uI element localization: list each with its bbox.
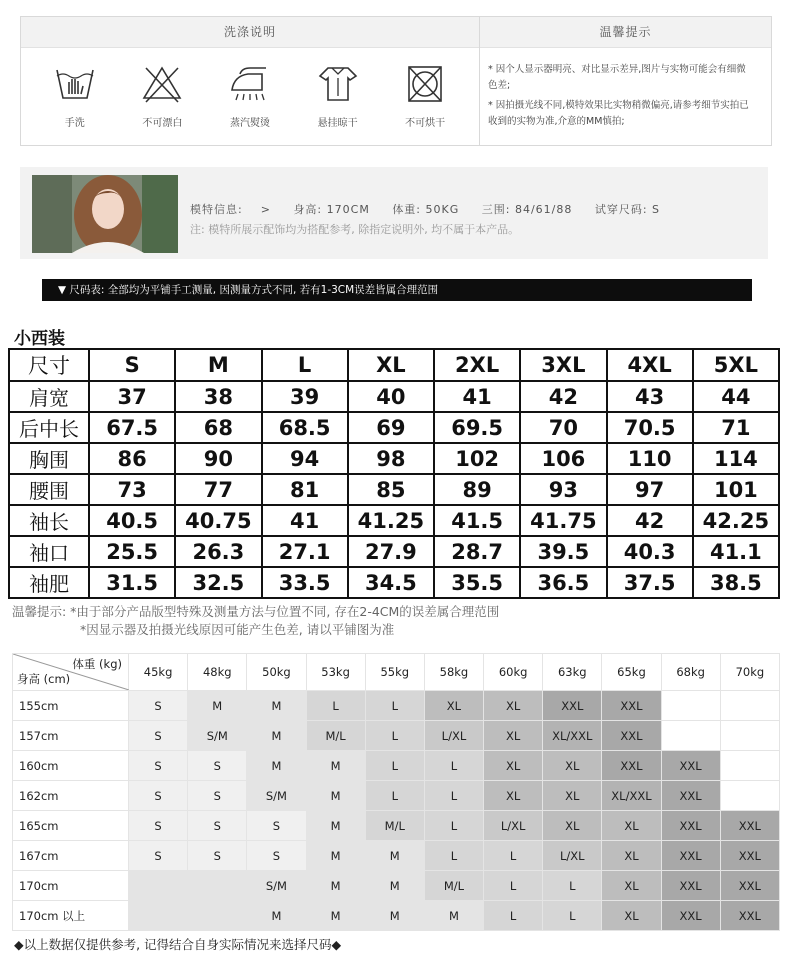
size-value: 41.1 — [693, 536, 779, 567]
height-header: 170cm — [13, 871, 129, 901]
size-value: 40 — [348, 381, 434, 412]
rec-size-cell: XXL — [661, 871, 720, 901]
weight-header: 63kg — [543, 654, 602, 691]
height-header: 170cm 以上 — [13, 901, 129, 931]
model-weight: 体重: 50KG — [392, 203, 460, 216]
size-table-title: 小西装 — [14, 329, 65, 349]
rec-size-cell — [720, 721, 779, 751]
rec-size-cell: S — [129, 751, 188, 781]
size-value: 90 — [175, 443, 261, 474]
model-label: 模特信息: — [190, 203, 243, 216]
footer-note: ◆以上数据仅提供参考, 记得结合自身实际情况来选择尺码◆ — [14, 937, 342, 952]
weight-header: 55kg — [365, 654, 424, 691]
rec-size-cell: XXL — [602, 721, 661, 751]
rec-size-cell: S — [188, 781, 247, 811]
rec-size-cell: S — [188, 811, 247, 841]
rec-size-cell: XL — [602, 841, 661, 871]
rec-size-cell: XXL — [543, 691, 602, 721]
size-value: 101 — [693, 474, 779, 505]
rec-size-cell: M — [306, 841, 365, 871]
rec-size-cell: XXL — [661, 811, 720, 841]
note-line-2: *因显示器及拍摄光线原因可能产生色差, 请以平铺图为准 — [80, 622, 395, 637]
size-value: 36.5 — [520, 567, 606, 598]
rec-size-cell: M — [365, 901, 424, 931]
size-value: 73 — [89, 474, 175, 505]
size-value: 42 — [520, 381, 606, 412]
care-item — [122, 64, 202, 129]
size-value: 27.9 — [348, 536, 434, 567]
rec-size-cell: XL — [484, 691, 543, 721]
weight-header: 48kg — [188, 654, 247, 691]
rec-size-cell: L/XL — [543, 841, 602, 871]
rec-size-cell — [720, 691, 779, 721]
tip-item: * 因个人显示器明亮、对比显示差异,图片与实物可能会有细微色差; — [488, 64, 746, 91]
washing-instructions — [21, 17, 480, 145]
rec-size-cell: L — [424, 841, 483, 871]
measurement-notice-bar: ▼ 尺码表: 全部均为平铺手工测量, 因测量方式不同, 若有1-3CM误差皆属合理范围 — [42, 279, 752, 301]
model-height: 身高: 170CM — [293, 203, 370, 216]
care-icons — [21, 48, 479, 129]
size-value: 38.5 — [693, 567, 779, 598]
size-value: 42 — [607, 505, 693, 536]
size-value: 40.3 — [607, 536, 693, 567]
rec-size-cell: XL — [484, 751, 543, 781]
size-value: 39.5 — [520, 536, 606, 567]
rec-size-cell: M — [188, 691, 247, 721]
rec-size-cell: M — [365, 841, 424, 871]
rec-size-cell: XXL — [720, 871, 779, 901]
rec-size-cell: S — [129, 841, 188, 871]
rec-size-cell: M/L — [365, 811, 424, 841]
rec-size-cell: XL — [543, 811, 602, 841]
weight-header: 65kg — [602, 654, 661, 691]
rec-size-cell — [720, 751, 779, 781]
rec-size-cell: S — [129, 721, 188, 751]
rec-size-cell: S — [129, 781, 188, 811]
rec-size-cell: S — [129, 691, 188, 721]
washing-title: 洗涤说明 — [21, 17, 479, 48]
rec-size-cell: L — [484, 901, 543, 931]
rec-size-cell: XL — [543, 751, 602, 781]
tip-item: * 因拍摄光线不同,模特效果比实物稍微偏亮,请参考细节实拍已收到的实物为准,介意的MM慎拍; — [488, 100, 749, 127]
size-value: 86 — [89, 443, 175, 474]
rec-size-cell — [129, 871, 188, 901]
size-value: 41 — [434, 381, 520, 412]
rec-size-cell: XXL — [661, 781, 720, 811]
care-item — [298, 64, 378, 129]
size-header-label: 尺寸 — [9, 349, 89, 381]
size-value: 32.5 — [175, 567, 261, 598]
size-value: 41.25 — [348, 505, 434, 536]
height-header: 167cm — [13, 841, 129, 871]
care-label: 蒸汽熨烫 — [229, 118, 270, 129]
size-value: 33.5 — [262, 567, 348, 598]
rec-size-cell: S — [129, 811, 188, 841]
size-value: 81 — [262, 474, 348, 505]
size-header-cell: 3XL — [520, 349, 606, 381]
height-axis-label: 身高 (cm) — [17, 672, 71, 686]
rec-size-cell: M — [306, 901, 365, 931]
rec-size-cell: L — [484, 841, 543, 871]
size-value: 38 — [175, 381, 261, 412]
rec-size-cell: XL/XXL — [543, 721, 602, 751]
height-header: 157cm — [13, 721, 129, 751]
height-header: 162cm — [13, 781, 129, 811]
rec-row — [13, 721, 780, 751]
rec-size-cell: L — [306, 691, 365, 721]
rec-size-cell: L/XL — [424, 721, 483, 751]
size-value: 102 — [434, 443, 520, 474]
rec-size-cell: M — [365, 871, 424, 901]
weight-axis-label: 体重 (kg) — [72, 657, 122, 671]
rec-size-cell: M — [306, 811, 365, 841]
size-row — [9, 381, 779, 412]
model-note: 注: 模特所展示配饰均为搭配参考, 除指定说明外, 均不属于本产品。 — [190, 223, 520, 236]
size-row — [9, 443, 779, 474]
care-item — [385, 64, 465, 129]
rec-size-cell: XL — [602, 811, 661, 841]
rec-row — [13, 781, 780, 811]
size-row — [9, 567, 779, 598]
rec-size-cell: XL — [424, 691, 483, 721]
rec-size-cell: XXL — [661, 901, 720, 931]
rec-size-cell: XL/XXL — [602, 781, 661, 811]
height-header: 160cm — [13, 751, 129, 781]
rec-size-cell: L — [365, 691, 424, 721]
rec-size-cell: M — [306, 871, 365, 901]
model-measurements — [190, 201, 678, 217]
size-value: 93 — [520, 474, 606, 505]
rec-row — [13, 751, 780, 781]
size-header-cell: XL — [348, 349, 434, 381]
rec-size-cell: XXL — [661, 751, 720, 781]
size-value: 27.1 — [262, 536, 348, 567]
rec-size-cell: L — [424, 751, 483, 781]
size-value: 67.5 — [89, 412, 175, 443]
size-value: 68.5 — [262, 412, 348, 443]
size-header-cell: M — [175, 349, 261, 381]
size-header-cell: S — [89, 349, 175, 381]
size-value: 69 — [348, 412, 434, 443]
hand-wash-icon — [53, 64, 97, 104]
rec-size-cell: L — [543, 871, 602, 901]
height-header: 155cm — [13, 691, 129, 721]
measure-label: 袖肥 — [9, 567, 89, 598]
size-value: 98 — [348, 443, 434, 474]
size-value: 40.5 — [89, 505, 175, 536]
size-value: 34.5 — [348, 567, 434, 598]
height-header: 165cm — [13, 811, 129, 841]
no-tumble-dry-icon — [403, 64, 447, 104]
size-header-cell: 5XL — [693, 349, 779, 381]
rec-size-cell: XXL — [661, 841, 720, 871]
rec-size-cell: L — [365, 781, 424, 811]
rec-size-cell: XXL — [720, 811, 779, 841]
size-header-cell: L — [262, 349, 348, 381]
care-panel — [20, 16, 772, 146]
measure-label: 袖口 — [9, 536, 89, 567]
rec-size-cell — [188, 901, 247, 931]
weight-header: 68kg — [661, 654, 720, 691]
rec-size-cell: L — [543, 901, 602, 931]
model-arrow: > — [260, 203, 271, 216]
model-info-strip — [20, 167, 768, 259]
size-value: 41.5 — [434, 505, 520, 536]
size-value: 37 — [89, 381, 175, 412]
size-value: 70.5 — [607, 412, 693, 443]
rec-header-row — [13, 654, 780, 691]
steam-iron-icon — [228, 64, 272, 104]
size-row — [9, 536, 779, 567]
rec-size-cell: XL — [484, 721, 543, 751]
size-notes — [12, 603, 499, 639]
rec-size-cell: L — [424, 781, 483, 811]
size-value: 43 — [607, 381, 693, 412]
size-value: 41 — [262, 505, 348, 536]
care-item — [210, 64, 290, 129]
no-bleach-icon — [140, 64, 184, 104]
size-header-cell: 4XL — [607, 349, 693, 381]
rec-size-cell: XXL — [602, 691, 661, 721]
rec-size-cell — [129, 901, 188, 931]
size-value: 71 — [693, 412, 779, 443]
size-value: 69.5 — [434, 412, 520, 443]
rec-size-cell: XXL — [602, 751, 661, 781]
rec-size-cell: S/M — [188, 721, 247, 751]
rec-size-cell: M — [306, 751, 365, 781]
size-recommendation-table — [12, 653, 780, 931]
warm-tips-title: 温馨提示 — [480, 17, 771, 48]
weight-header: 50kg — [247, 654, 306, 691]
measure-label: 后中长 — [9, 412, 89, 443]
rec-row — [13, 811, 780, 841]
size-value: 44 — [693, 381, 779, 412]
model-photo — [32, 175, 178, 253]
rec-size-cell: M — [247, 901, 306, 931]
size-row — [9, 505, 779, 536]
rec-size-cell: S — [247, 811, 306, 841]
weight-header: 70kg — [720, 654, 779, 691]
care-label: 手洗 — [64, 118, 85, 129]
model-three-sizes: 三围: 84/61/88 — [481, 203, 573, 216]
size-value: 106 — [520, 443, 606, 474]
size-value: 89 — [434, 474, 520, 505]
rec-corner-cell — [13, 654, 129, 691]
size-value: 42.25 — [693, 505, 779, 536]
size-value: 77 — [175, 474, 261, 505]
measure-label: 袖长 — [9, 505, 89, 536]
rec-size-cell: L — [484, 871, 543, 901]
rec-size-cell: XL — [602, 871, 661, 901]
rec-size-cell: M — [247, 751, 306, 781]
rec-size-cell: L — [365, 751, 424, 781]
rec-size-cell: M — [424, 901, 483, 931]
rec-size-cell: XXL — [720, 901, 779, 931]
size-value: 97 — [607, 474, 693, 505]
rec-size-cell: XL — [602, 901, 661, 931]
rec-size-cell — [661, 691, 720, 721]
rec-size-cell: M — [247, 691, 306, 721]
weight-header: 45kg — [129, 654, 188, 691]
rec-size-cell — [661, 721, 720, 751]
warm-tips-list — [480, 48, 771, 130]
measure-label: 肩宽 — [9, 381, 89, 412]
size-value: 41.75 — [520, 505, 606, 536]
size-value: 110 — [607, 443, 693, 474]
measure-label: 胸围 — [9, 443, 89, 474]
rec-size-cell: S — [188, 751, 247, 781]
size-value: 35.5 — [434, 567, 520, 598]
rec-row — [13, 901, 780, 931]
rec-size-cell: XL — [543, 781, 602, 811]
care-label: 悬挂晾干 — [317, 118, 358, 129]
warm-tips-panel — [480, 17, 771, 145]
size-value: 39 — [262, 381, 348, 412]
size-row — [9, 412, 779, 443]
size-table — [8, 348, 780, 599]
rec-size-cell: XXL — [720, 841, 779, 871]
size-value: 28.7 — [434, 536, 520, 567]
size-value: 85 — [348, 474, 434, 505]
measure-label: 腰围 — [9, 474, 89, 505]
size-value: 26.3 — [175, 536, 261, 567]
size-value: 37.5 — [607, 567, 693, 598]
size-value: 94 — [262, 443, 348, 474]
rec-size-cell: S — [247, 841, 306, 871]
weight-header: 53kg — [306, 654, 365, 691]
size-value: 114 — [693, 443, 779, 474]
size-value: 25.5 — [89, 536, 175, 567]
rec-size-cell: L/XL — [484, 811, 543, 841]
note-line-1: 温馨提示: *由于部分产品版型特殊及测量方法与位置不同, 存在2-4CM的误差属合理范围 — [12, 604, 500, 619]
weight-header: 58kg — [424, 654, 483, 691]
size-header-row — [9, 349, 779, 381]
size-value: 40.75 — [175, 505, 261, 536]
rec-size-cell — [188, 871, 247, 901]
model-try-size: 试穿尺码: S — [594, 203, 661, 216]
size-header-cell: 2XL — [434, 349, 520, 381]
rec-size-cell: XL — [484, 781, 543, 811]
rec-size-cell: S — [188, 841, 247, 871]
rec-size-cell: S/M — [247, 781, 306, 811]
care-item — [35, 64, 115, 129]
rec-size-cell: L — [424, 811, 483, 841]
weight-header: 60kg — [484, 654, 543, 691]
rec-size-cell: M/L — [306, 721, 365, 751]
rec-size-cell: M — [247, 721, 306, 751]
rec-size-cell: M/L — [424, 871, 483, 901]
size-value: 70 — [520, 412, 606, 443]
care-label: 不可漂白 — [142, 118, 183, 129]
size-row — [9, 474, 779, 505]
care-label: 不可烘干 — [405, 118, 446, 129]
rec-size-cell — [720, 781, 779, 811]
rec-row — [13, 841, 780, 871]
size-value: 68 — [175, 412, 261, 443]
rec-size-cell: S/M — [247, 871, 306, 901]
rec-size-cell: L — [365, 721, 424, 751]
rec-row — [13, 691, 780, 721]
rec-row — [13, 871, 780, 901]
hang-dry-icon — [316, 64, 360, 104]
size-value: 31.5 — [89, 567, 175, 598]
rec-size-cell: M — [306, 781, 365, 811]
